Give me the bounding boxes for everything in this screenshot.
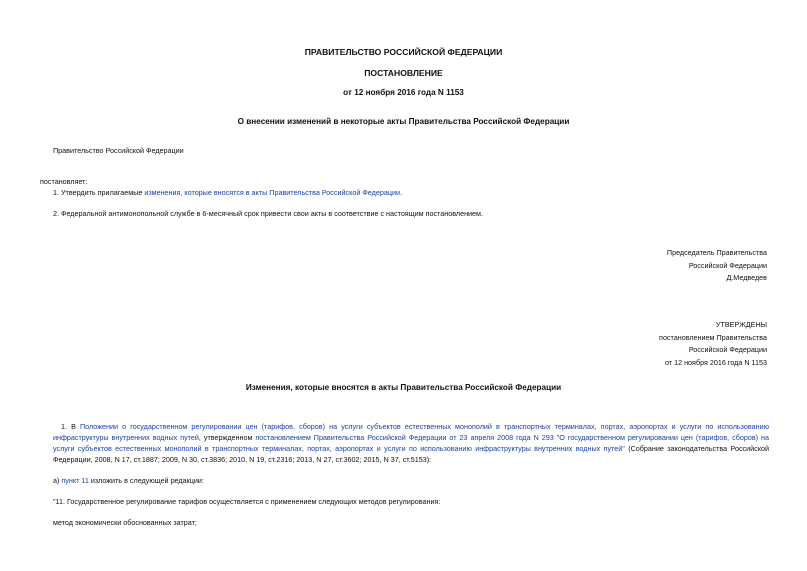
approved-line-3: Российской Федерации (688, 345, 767, 354)
item-a-suffix: изложить в следующей редакции: (88, 476, 204, 485)
p1-prefix: 1. В (61, 422, 81, 431)
approved-line-1: УТВЕРЖДЕНЫ (715, 320, 767, 329)
regulation-link[interactable]: Положении о государственном регулировании цен (тарифов, сборов) на услуги субъектов естественных монополий в транспортных терминалах, портах, аэропортах и услуги по использованию инфраструктуры внутренних водных путей (53, 422, 769, 442)
signature-line-1: Председатель Правительства (666, 248, 767, 257)
changes-link[interactable]: изменения, которые вносятся в акты Правительства Российской Федерации (144, 188, 400, 197)
item-2: 2. Федеральной антимонопольной службе в 6-месячный срок привести свои акты в соответствие с настоящим постановлением. (53, 209, 483, 218)
item-1 (53, 188, 402, 197)
clause-11-text: "11. Государственное регулирование тарифов осуществляется с применением следующих методов регулирования: (53, 497, 441, 506)
signature-block (667, 247, 767, 285)
intro-text: Правительство Российской Федерации (53, 146, 184, 155)
signature-line-2: Российской Федерации (688, 260, 767, 270)
signature-name: Д.Медведев (726, 273, 767, 282)
decree-link[interactable]: постановлением Правительства Российской Федерации от 23 апреля 2008 года N 293 "О государственном регулировании цен (тарифов, сборов) на услуги субъектов естественных монополий в транспортных терминалах, портах, аэропортах и услуги по использованию инфраструктуры внутренних водных путей" (53, 433, 770, 453)
doctype-heading: ПОСТАНОВЛЕНИЕ (364, 68, 443, 78)
item-a-prefix: а) (53, 476, 62, 485)
p1-mid: , утвержденном (198, 433, 256, 442)
org-heading: ПРАВИТЕЛЬСТВО РОССИЙСКОЙ ФЕДЕРАЦИИ (304, 47, 503, 57)
approved-block (659, 319, 767, 369)
approved-line-4: от 12 ноября 2016 года N 1153 (664, 357, 767, 367)
decides-text: постановляет: (40, 177, 88, 186)
doc-date: от 12 ноября 2016 года N 1153 (343, 88, 464, 97)
item-a (53, 476, 204, 485)
item-1-prefix: 1. Утвердить прилагаемые (53, 188, 145, 197)
p1-suffix: (Собрание законодательства Российской Федерации, 2008, N 17, ст.1887; 2009, N 30, ст.3836; 2010, N 19, ст.2316; 2013, N 27, ст.3602; 2015, N 37, ст.5153): (53, 444, 770, 464)
doc-title: О внесении изменений в некоторые акты Правительства Российской Федерации (237, 117, 570, 126)
approved-line-2: постановлением Правительства (659, 332, 767, 342)
method-text: метод экономически обоснованных затрат; (53, 518, 197, 527)
changes-paragraph-1 (53, 421, 769, 465)
clause-11-link[interactable]: пункт 11 (61, 476, 89, 485)
changes-title: Изменения, которые вносятся в акты Правительства Российской Федерации (245, 383, 562, 392)
item-1-suffix: . (399, 188, 402, 197)
